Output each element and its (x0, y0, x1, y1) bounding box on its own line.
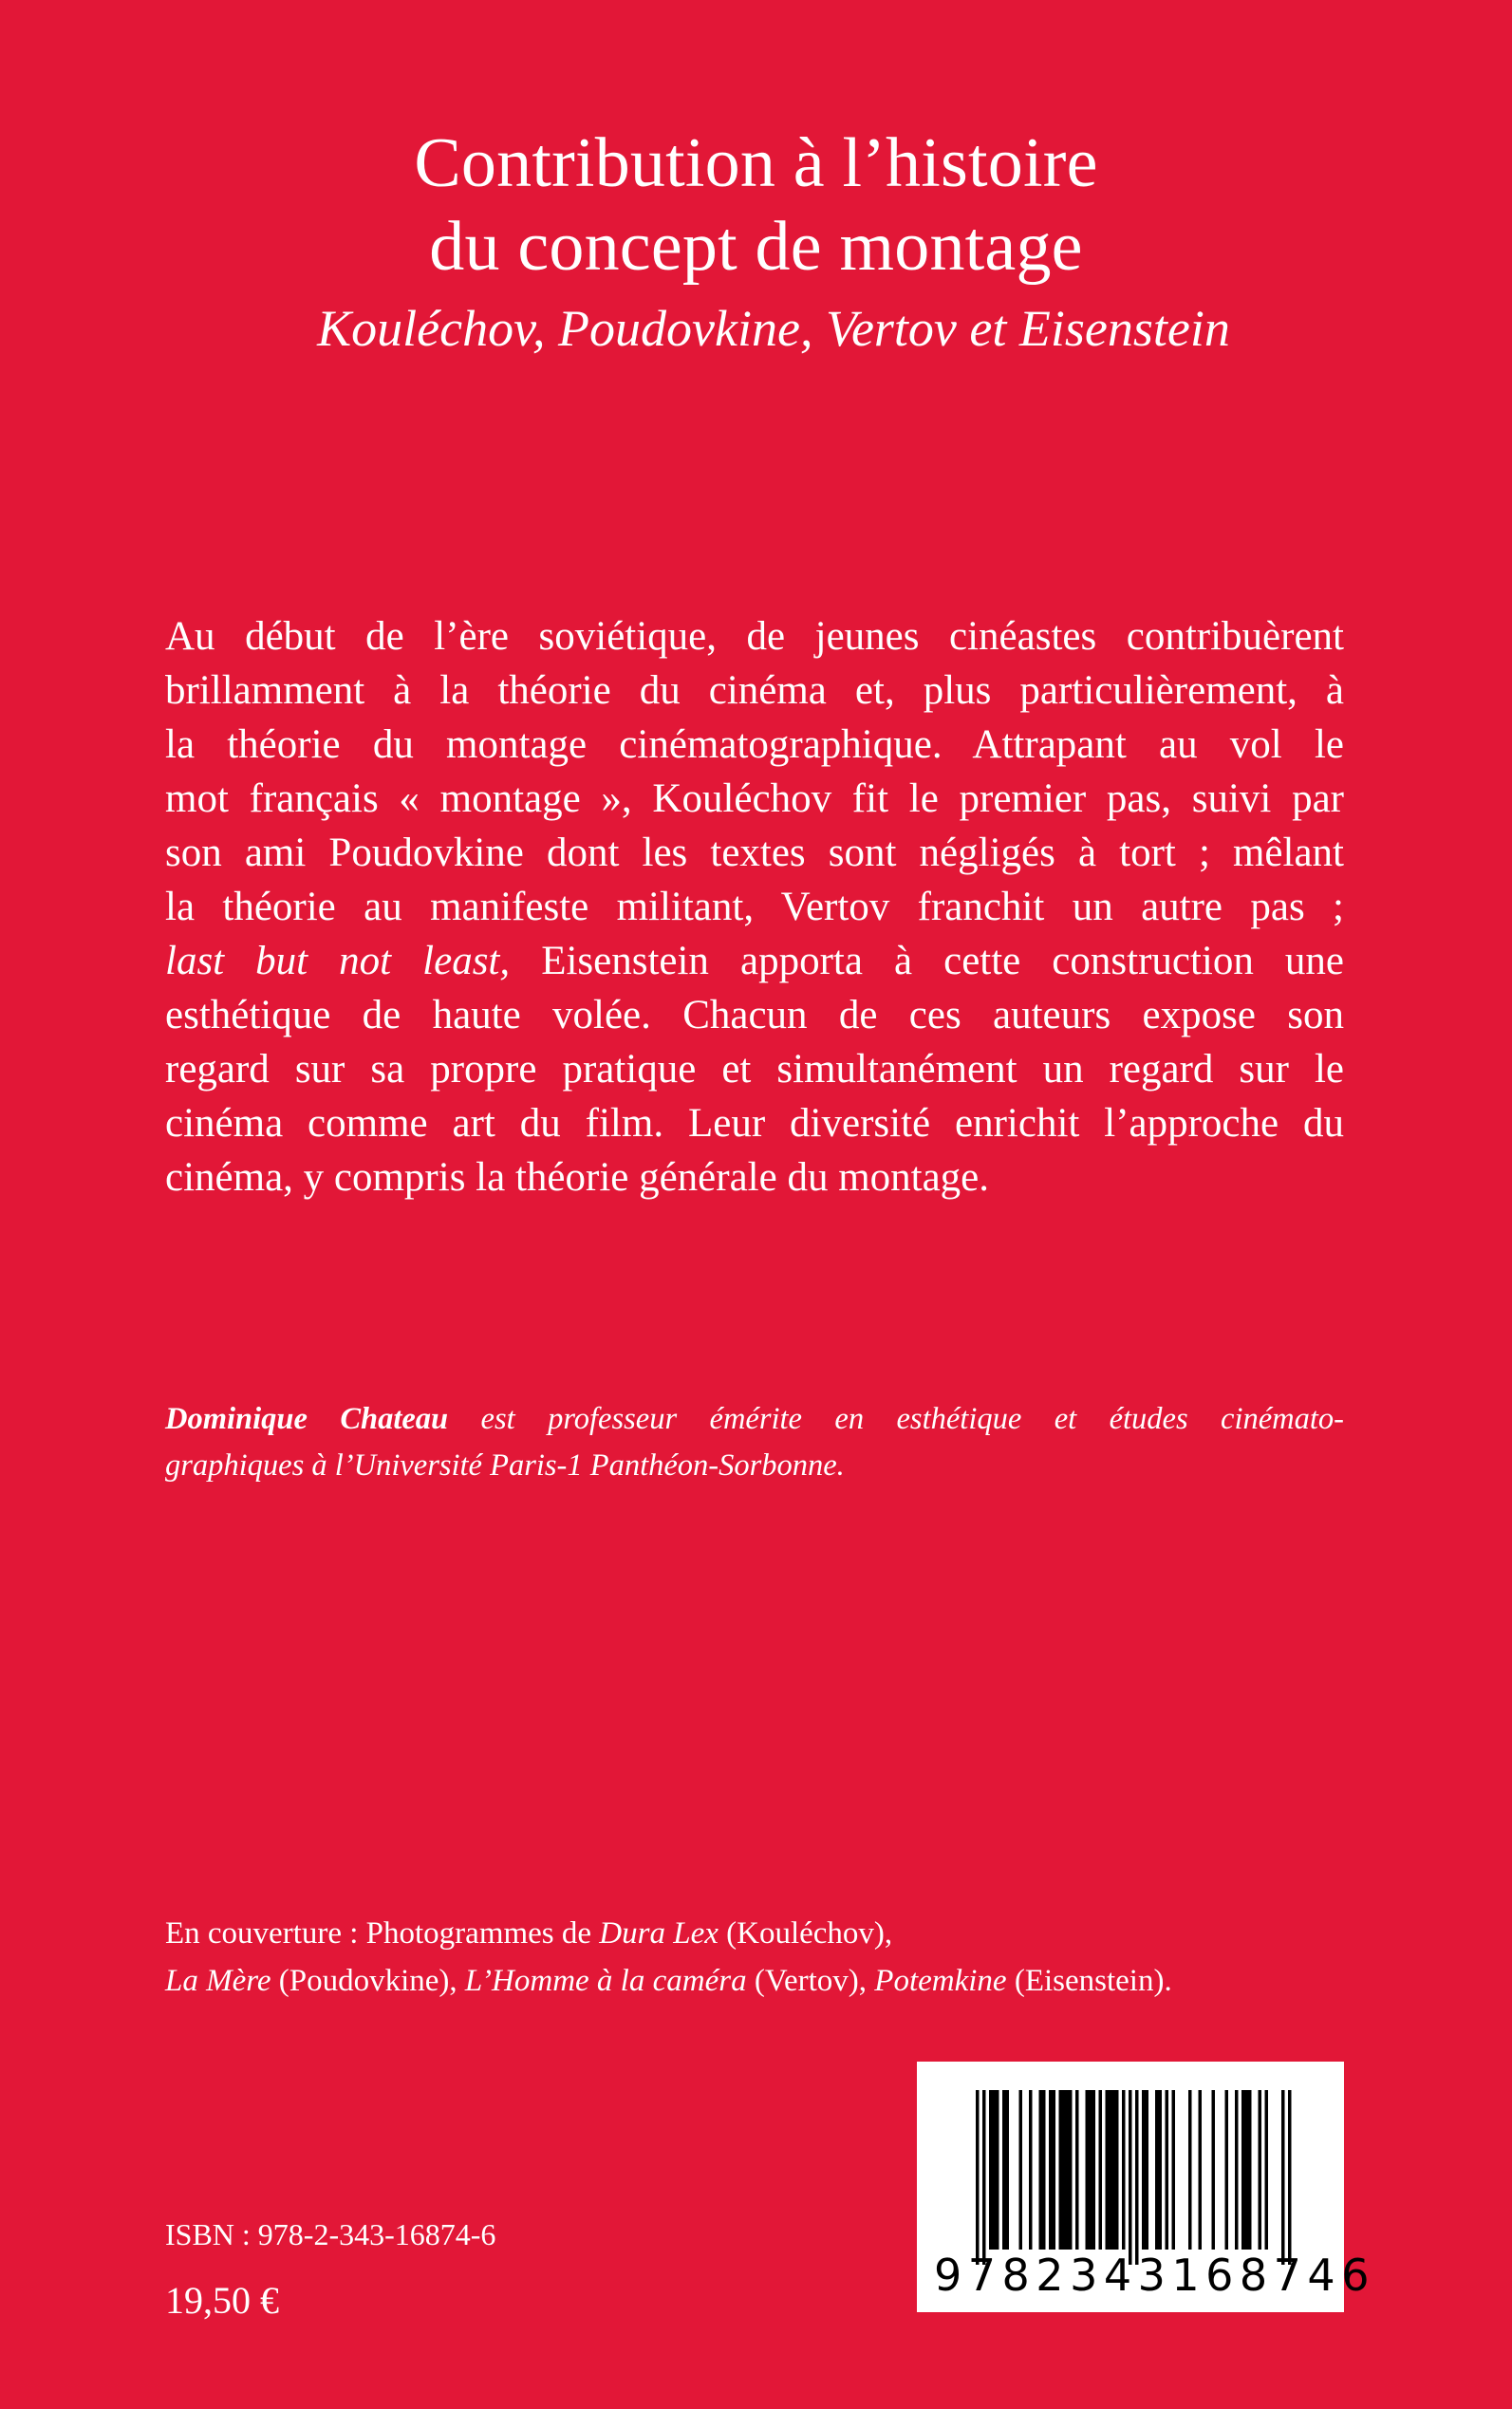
blurb-line: esthétique de haute volée. Chacun de ces auteurs expose son (165, 993, 1344, 1037)
film-title: La Mère (165, 1964, 271, 1998)
barcode-bar (1288, 2090, 1292, 2265)
barcode-bar (1122, 2090, 1126, 2250)
barcode-bar (993, 2090, 997, 2250)
blurb-line: la théorie du montage cinématographique. Attrapant au vol le (165, 722, 1344, 767)
barcode-bar (1069, 2090, 1073, 2250)
blurb-line: la théorie au manifeste militant, Vertov franchit un autre pas ; (165, 885, 1344, 929)
author-bio-line (165, 1396, 1344, 1443)
barcode-bar (1089, 2090, 1092, 2250)
barcode-bar (996, 2090, 999, 2250)
barcode-bar (1199, 2090, 1203, 2250)
barcode-bar (989, 2090, 993, 2250)
barcode-bar (1142, 2090, 1146, 2250)
barcode-bar (1146, 2090, 1149, 2250)
barcode-digits: 9782343168746 (934, 2250, 1375, 2301)
price: 19,50 € (165, 2279, 279, 2322)
film-title: Potemkine (874, 1964, 1007, 1998)
blurb-line-rest: Eisenstein apporta à cette construction une (510, 939, 1344, 983)
cover-credit-prefix: En couverture : Photogrammes de (165, 1916, 600, 1951)
barcode-bar (976, 2090, 980, 2265)
film-director: (Vertov), (746, 1964, 875, 1998)
barcode-bar (1042, 2090, 1046, 2250)
barcode-bar (1235, 2090, 1239, 2250)
blurb-line: cinéma, y compris la théorie générale du montage. (165, 1155, 990, 1200)
film-title: L’Homme à la caméra (464, 1964, 747, 1998)
barcode-bar (1265, 2090, 1269, 2250)
cover-credit-line (165, 1910, 1399, 1957)
book-title-line-2: du concept de montage (429, 208, 1083, 286)
barcode-bar (1059, 2090, 1063, 2250)
barcode-bar (1172, 2090, 1176, 2250)
author-bio (165, 1396, 1344, 1489)
barcode-bar (1155, 2090, 1159, 2250)
barcode-bar (1092, 2090, 1096, 2250)
barcode-bar (1039, 2090, 1043, 2250)
author-bio-text: est professeur émérite en esthétique et études cinémato- (448, 1402, 1344, 1436)
barcode-bar (1075, 2090, 1079, 2250)
barcode (917, 2062, 1375, 2312)
barcode-bar (1066, 2090, 1070, 2250)
barcode-bar (1259, 2090, 1262, 2250)
barcode-bar (1109, 2090, 1112, 2250)
cover-credit (165, 1910, 1399, 2005)
barcode-bar (1062, 2090, 1066, 2250)
blurb-line: mot français « montage », Kouléchov fit le premier pas, suivi par (165, 776, 1344, 821)
blurb-line: brillamment à la théorie du cinéma et, plus particulièrement, à (165, 668, 1344, 713)
author-bio-line: graphiques à l’Université Paris-1 Panthéon-Sorbonne. (165, 1448, 845, 1483)
barcode-bar (1099, 2090, 1103, 2250)
barcode-bar (1241, 2090, 1245, 2250)
author-name: Dominique Chateau (165, 1402, 449, 1436)
barcode-bar (1049, 2090, 1053, 2250)
barcode-bar (1106, 2090, 1110, 2250)
title-block (0, 121, 1512, 368)
barcode-bar (1281, 2090, 1285, 2265)
barcode-bar (1166, 2090, 1169, 2250)
barcode-bar (1225, 2090, 1229, 2250)
book-subtitle: Kouléchov, Poudovkine, Vertov et Eisenstein (317, 300, 1230, 357)
barcode-bar (1245, 2090, 1249, 2250)
cover-credit-line (165, 1957, 1399, 2005)
barcode-bar (1029, 2090, 1033, 2250)
barcode-bar (982, 2090, 986, 2265)
barcode-bar (1112, 2090, 1116, 2250)
barcode-bar (1248, 2090, 1252, 2250)
barcode-bar (1019, 2090, 1023, 2250)
barcode-bar (1135, 2090, 1139, 2265)
blurb-line (165, 934, 1344, 988)
film-director: (Kouléchov), (718, 1916, 893, 1951)
barcode-bar (1212, 2090, 1216, 2250)
barcode-bar (1115, 2090, 1119, 2250)
barcode-bar (1006, 2090, 1010, 2250)
blurb-line: Au début de l’ère soviétique, de jeunes cinéastes contribuèrent (165, 614, 1344, 659)
film-director: (Eisenstein). (1006, 1964, 1172, 1998)
film-director: (Poudovkine), (271, 1964, 465, 1998)
blurb-line: son ami Poudovkine dont les textes sont négligés à tort ; mêlant (165, 831, 1344, 875)
blurb-italic-phrase: last but not least, (165, 939, 511, 983)
barcode-bar (1086, 2090, 1090, 2250)
book-title-line-1: Contribution à l’histoire (414, 124, 1098, 202)
barcode-bar (1002, 2090, 1006, 2250)
isbn: ISBN : 978-2-343-16874-6 (165, 2217, 496, 2251)
barcode-bar (1159, 2090, 1163, 2250)
barcode-bar (1188, 2090, 1192, 2250)
blurb-line: regard sur sa propre pratique et simultanément un regard sur le (165, 1047, 1344, 1092)
book-blurb (165, 609, 1344, 1204)
barcode-bar (1129, 2090, 1132, 2265)
barcode-bar (1053, 2090, 1056, 2250)
film-title: Dura Lex (599, 1916, 719, 1951)
blurb-line: cinéma comme art du film. Leur diversité enrichit l’approche du (165, 1101, 1344, 1146)
